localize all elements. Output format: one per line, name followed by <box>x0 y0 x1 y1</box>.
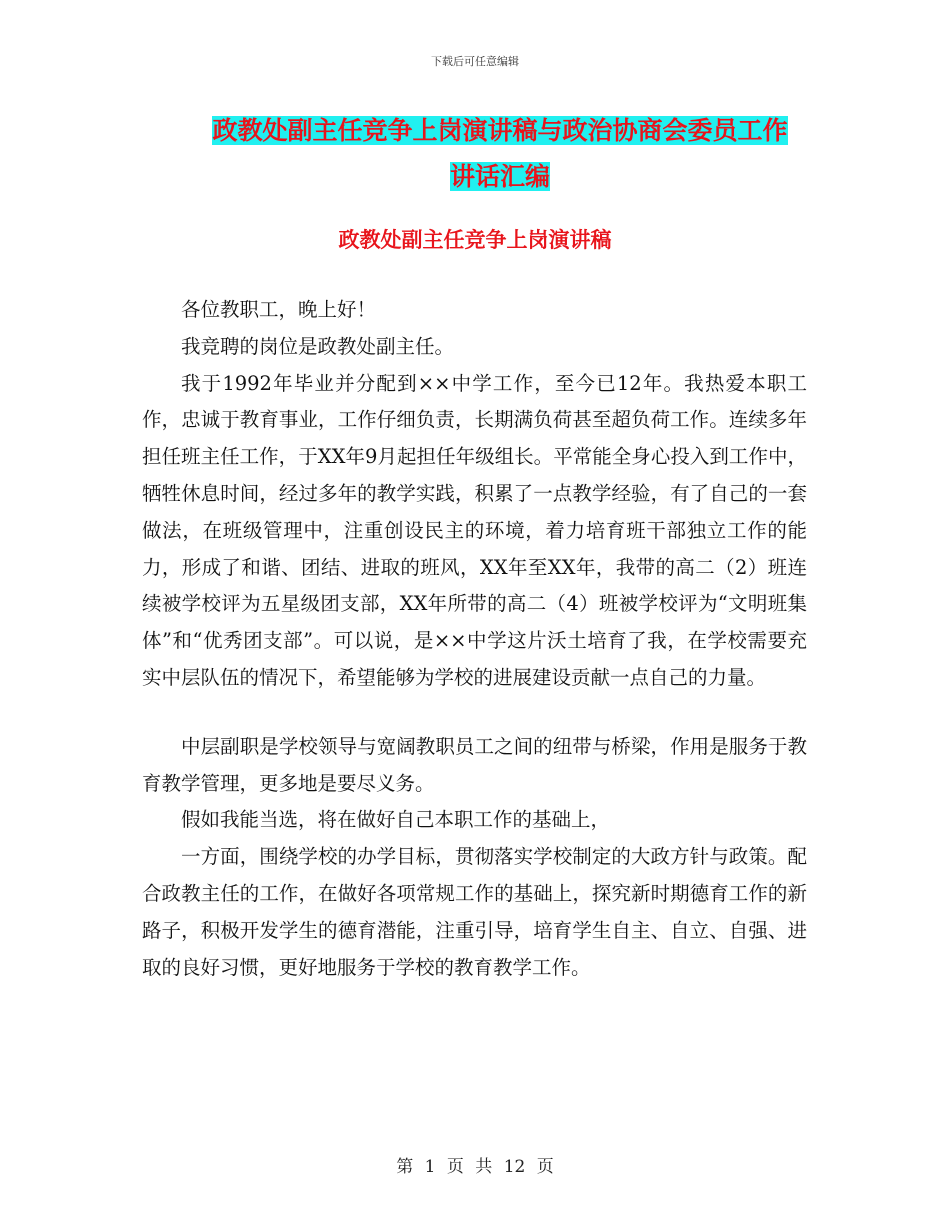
body-text <box>142 292 807 986</box>
paragraph-if-elected: 假如我能当选，将在做好自己本职工作的基础上， <box>181 808 611 832</box>
paragraph-greeting: 各位教职工，晚上好！ <box>181 298 377 321</box>
document-title <box>190 108 810 200</box>
paragraph-role: 中层副职是学校领导与宽阔教职员工之间的纽带与桥梁，作用是服务于教育教学管理，更多地是要尽义务。 <box>142 734 807 795</box>
paragraph-experience: 我于1992年毕业并分配到××中学工作，至今已12年。我热爱本职工作，忠诚于教育事业，工作仔细负责，长期满负荷甚至超负荷工作。连续多年担任班主任工作，于XX年9月起担任年级组长。平常能全身心投入到工作中，牺牲休息时间，经过多年的教学实践，积累了一点教学经验，有了自己的一套做法，在班级管理中，注重创设民主的环境，着力培育班干部独立工作的能力，形成了和谐、团结、进取的班风，XX年至XX年，我带的高二（2）班连续被学校评为五星级团支部，XX年所带的高二（4）班被学校评为“文明班集体”和“优秀团支部”。可以说，是××中学这片沃土培育了我，在学校需要充实中层队伍的情况下，希望能够为学校的进展建设贡献一点自己的力量。 <box>142 371 807 689</box>
document-title-line-1: 政教处副主任竞争上岗演讲稿与政治协商会委员工作 <box>212 116 788 145</box>
header-note: 下载后可任意编辑 <box>431 55 519 68</box>
section-title: 政教处副主任竞争上岗演讲稿 <box>338 228 612 252</box>
page-number-footer: 第 1 页 共 12 页 <box>396 1157 554 1177</box>
document-title-line-2: 讲话汇编 <box>449 162 550 191</box>
paragraph-first-aspect: 一方面，围绕学校的办学目标，贯彻落实学校制定的大政方针与政策。配合政教主任的工作，在做好各项常规工作的基础上，探究新时期德育工作的新路子，积极开发学生的德育潜能，注重引导，培育学生自主、自立、自强、进取的良好习惯，更好地服务于学校的教育教学工作。 <box>142 845 807 979</box>
paragraph-position: 我竞聘的岗位是政教处副主任。 <box>181 334 455 358</box>
